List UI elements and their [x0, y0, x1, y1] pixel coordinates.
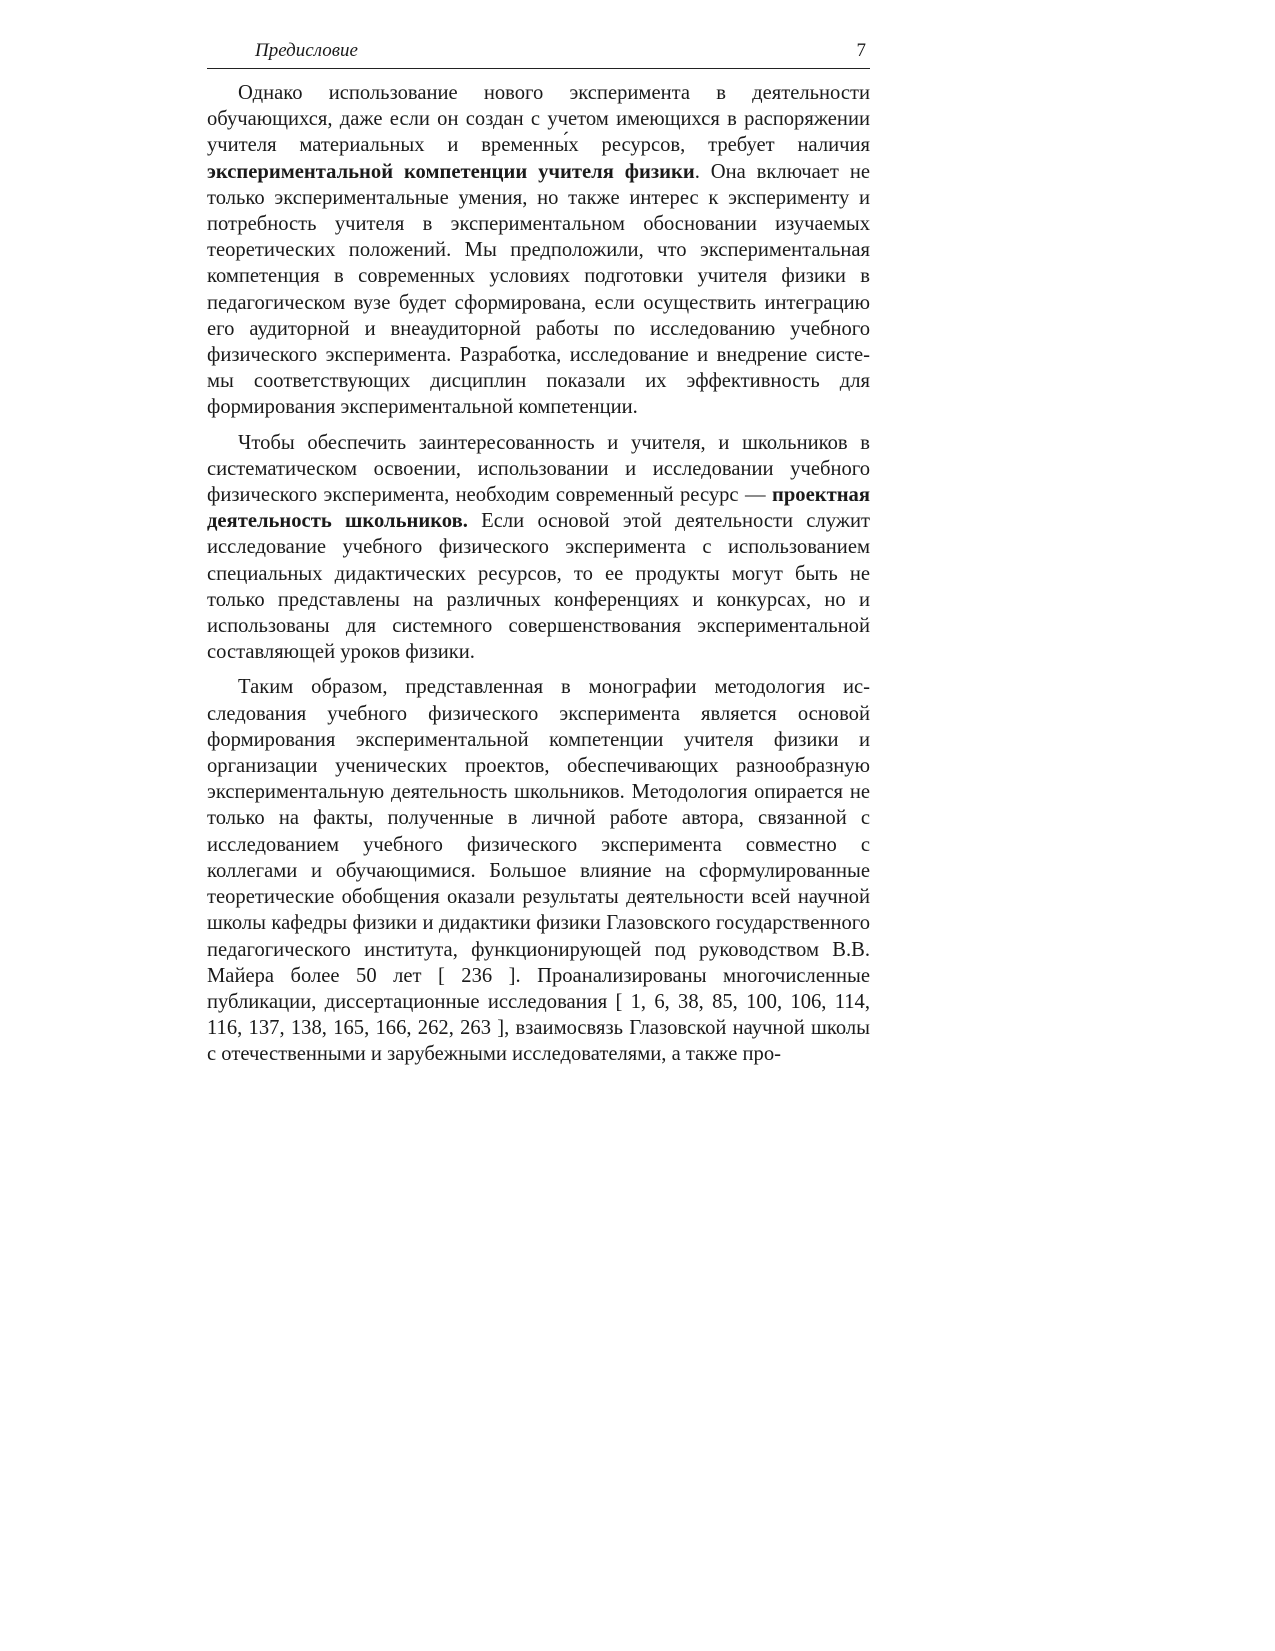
paragraph-2-part-1: Чтобы обеспечить заинтересованность и учителя, и школьников в систематическом освоении, использовании и исследовании учебного физического эксперимента, необходим современный ресурс —: [207, 431, 870, 507]
page-number: 7: [856, 40, 866, 61]
paragraph-2-part-3: Если основой этой деятельности служит исследование учебного физического эксперимента с использованием специальных дидактических ресурсов, то ее продукты могут быть не только представлены на различных конференциях и конкурсах, но и использованы для системного совершенствования экспериментальной составляющей уроков физики.: [207, 510, 870, 664]
paragraph-1: [207, 80, 870, 421]
term-experimental-competence: экспериментальной компетенции учителя физики: [207, 160, 695, 183]
paragraph-1-part-1: Однако использование нового эксперимента в деятельности обучающихся, даже если он создан с учетом имеющихся в распоряжении учителя материальных и временны́х ресурсов, требует наличия: [207, 82, 870, 157]
section-title: Предисловие: [255, 40, 358, 61]
paragraph-1-part-3: . Она включает не только экспериментальные умения, но также интерес к эксперименту и потребность учителя в экспериментальном обосновании изучаемых теоретических положений. Мы предположили, что экспериментальная компетенция в современных условиях подготовки учителя физики в педагогическом вузе будет сформирована, если осуществить интеграцию его аудиторной и внеаудиторной работы по исследованию учебного физического эксперимента. Разработка, исследование и внедрение системы соответствующих дисциплин показали их эффективность для формирования экспериментальной компетенции.: [207, 160, 870, 419]
term-project-activity: проектная деятельность школьников.: [207, 484, 870, 533]
book-page: [207, 40, 870, 1077]
running-head: [207, 40, 870, 69]
body-text: [207, 80, 870, 1068]
paragraph-2: [207, 430, 870, 666]
paragraph-3: [207, 674, 870, 1067]
paragraph-3-text: Таким образом, представленная в монографии методология исследования учебного физического эксперимента является основой формирования экспериментальной компетенции учителя физики и организации ученических проектов, обеспечивающих разнообразную экспериментальную деятельность школьников. Методология опирается не только на факты, полученные в личной работе автора, связанной с исследованием учебного физического эксперимента совместно с коллегами и обучающимися. Большое влияние на сформулированные теоретические обобщения оказали результаты деятельности всей научной школы кафедры физики и дидактики физики Глазовского государственного педагогического института, функционирующей под руководством В.В. Майера более 50 лет [ 236 ]. Проанализированы многочисленные публикации, диссертационные исследования [ 1, 6, 38, 85, 100, 106, 114, 116, 137, 138, 165, 166, 262, 263 ], взаимосвязь Глазовской научной школы с отечественными и зарубежными исследователями, а также про-: [207, 676, 870, 1066]
